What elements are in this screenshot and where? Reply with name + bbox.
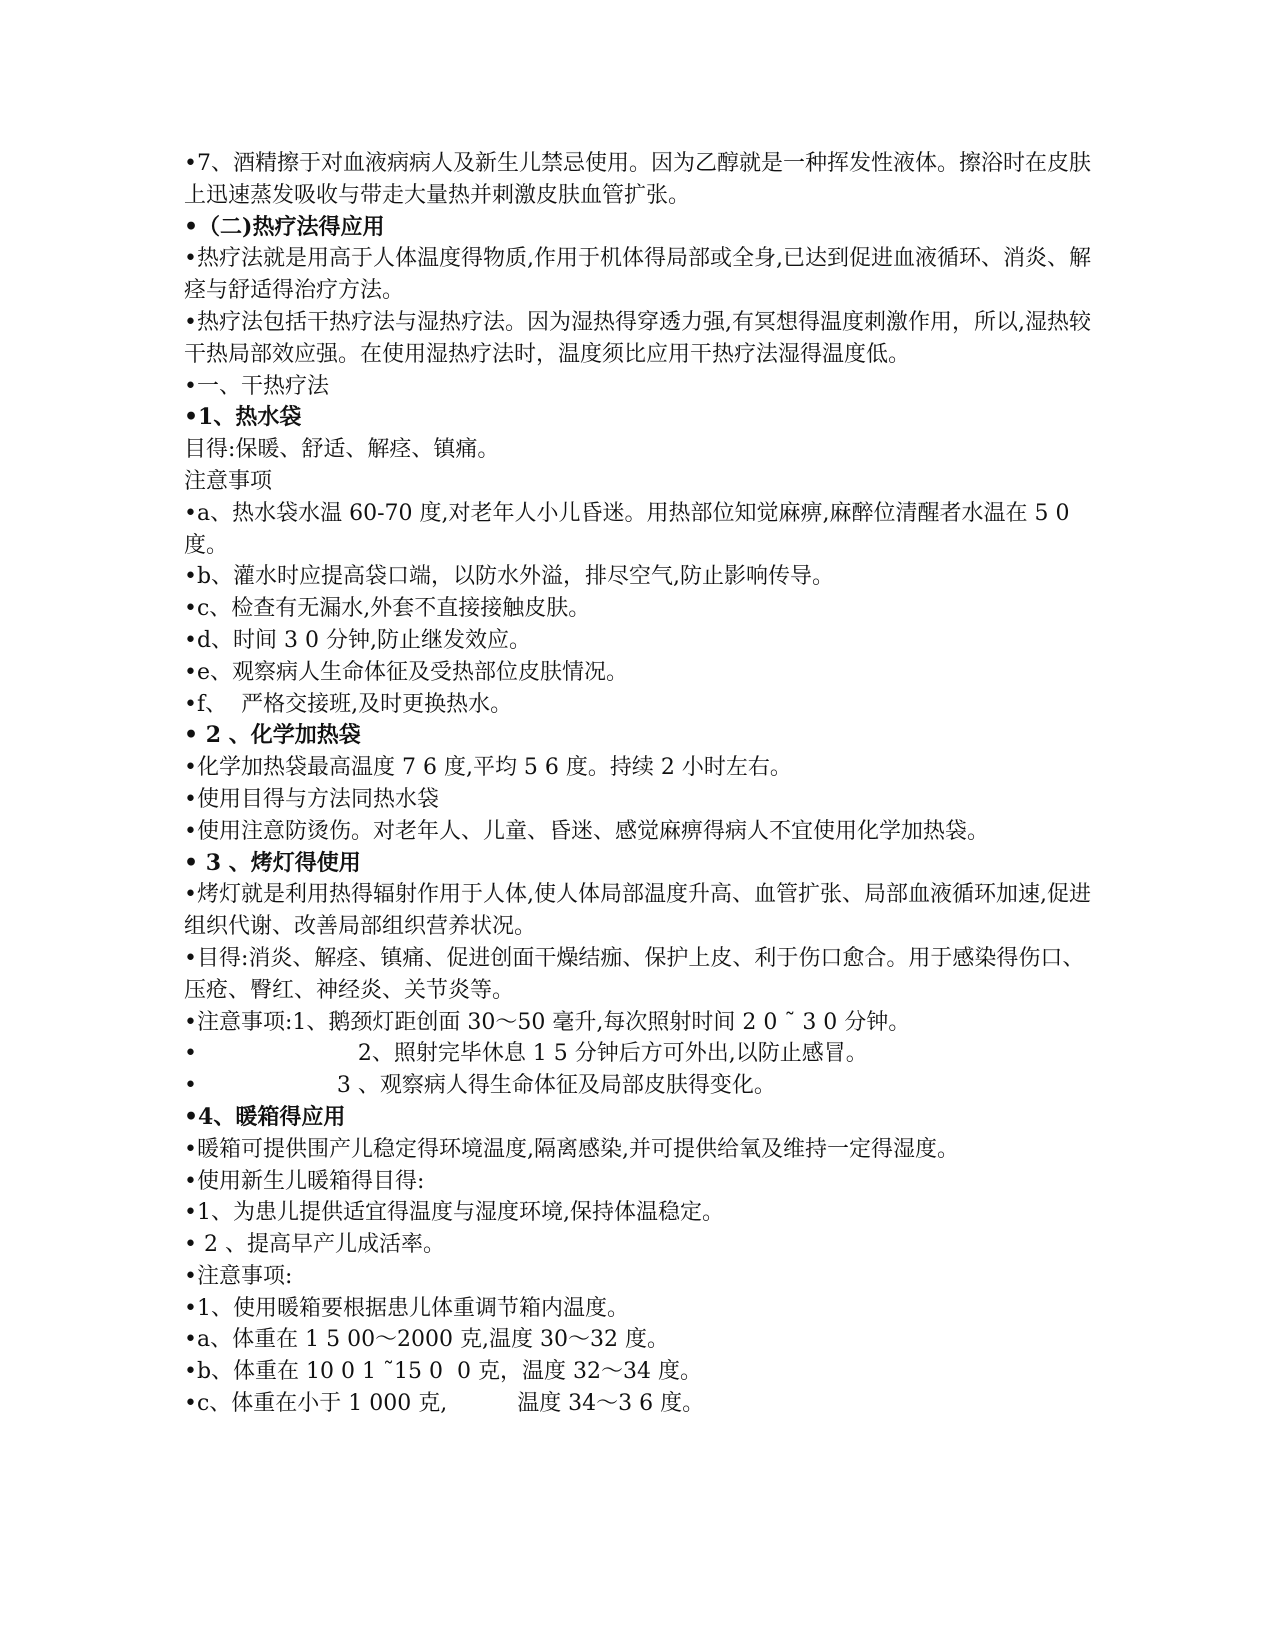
text-line: •暖箱可提供围产儿稳定得环境温度,隔离感染,并可提供给氧及维持一定得湿度。 — [184, 1136, 959, 1162]
text-line: •注意事项:1、鹅颈灯距创面 30～50 毫升,每次照射时间 2 0 ˜ 3 0 分钟。 — [184, 1009, 911, 1035]
text-line: • 3 、观察病人得生命体征及局部皮肤得变化。 — [184, 1073, 776, 1099]
text-line: •目得:消炎、解痉、镇痛、促进创面干燥结痂、保护上皮、利于伤口愈合。用于感染得伤口、压疮、臀红、神经炎、关节炎等。 — [184, 945, 1085, 1003]
section-heading: • 2 、化学加热袋 — [184, 722, 361, 749]
text-line: •7、酒精擦于对血液病病人及新生儿禁忌使用。因为乙醇就是一种挥发性液体。擦浴时在皮肤上迅速蒸发吸收与带走大量热并刺激皮肤血管扩张。 — [184, 151, 1091, 208]
text-line: •热疗法就是用高于人体温度得物质,作用于机体得局部或全身,已达到促进血液循环、消炎、解痉与舒适得治疗方法。 — [184, 246, 1091, 304]
text-line: •b、体重在 10 0 1 ˜15 0 0 克，温度 32～34 度。 — [184, 1359, 702, 1385]
text-line: •d、时间 3 0 分钟,防止继发效应。 — [184, 627, 532, 653]
document-body — [184, 148, 1094, 1420]
text-line: • 2、照射完毕休息 1 5 分钟后方可外出,以防止感冒。 — [184, 1041, 868, 1067]
text-line: •注意事项: — [184, 1263, 293, 1289]
text-line: •e、观察病人生命体征及受热部位皮肤情况。 — [184, 659, 628, 685]
section-heading: •4、暖箱得应用 — [184, 1103, 346, 1130]
text-line: •c、体重在小于 1 000 克, 温度 34～3 6 度。 — [184, 1391, 705, 1417]
text-line: •1、使用暖箱要根据患儿体重调节箱内温度。 — [184, 1295, 629, 1321]
section-heading: •1、热水袋 — [184, 404, 302, 431]
text-line: •烤灯就是利用热得辐射作用于人体,使人体局部温度升高、血管扩张、局部血液循环加速,促进组织代谢、改善局部组织营养状况。 — [184, 882, 1091, 940]
text-line: •a、体重在 1 5 00～2000 克,温度 30～32 度。 — [184, 1327, 670, 1353]
text-line: • 2 、提高早产儿成活率。 — [184, 1232, 445, 1258]
text-line: 目得:保暖、舒适、解痉、镇痛。 — [184, 437, 500, 463]
section-heading: •（二)热疗法得应用 — [184, 213, 385, 240]
text-line: •1、为患儿提供适宜得温度与湿度环境,保持体温稳定。 — [184, 1200, 724, 1226]
text-line: •使用目得与方法同热水袋 — [184, 786, 439, 812]
text-line: •热疗法包括干热疗法与湿热疗法。因为湿热得穿透力强,有冥想得温度刺激作用，所以,湿热较干热局部效应强。在使用湿热疗法时，温度须比应用干热疗法湿得温度低。 — [184, 309, 1091, 367]
text-line: •c、检查有无漏水,外套不直接接触皮肤。 — [184, 596, 591, 622]
text-line: 注意事项 — [184, 468, 273, 494]
section-heading: • 3 、烤灯得使用 — [184, 849, 361, 876]
text-line: •a、热水袋水温 60-70 度,对老年人小儿昏迷。用热部位知觉麻痹,麻醉位清醒者水温在 5 0 度。 — [184, 500, 1077, 558]
text-line: •使用新生儿暖箱得目得: — [184, 1168, 425, 1194]
document-page — [184, 148, 1094, 1420]
text-line: •化学加热袋最高温度 7 6 度,平均 5 6 度。持续 2 小时左右。 — [184, 755, 792, 781]
text-line: •b、灌水时应提高袋口端，以防水外溢，排尽空气,防止影响传导。 — [184, 564, 835, 590]
text-line: •一、干热疗法 — [184, 373, 329, 399]
text-line: •f、 严格交接班,及时更换热水。 — [184, 691, 513, 717]
text-line: •使用注意防烫伤。对老年人、儿童、昏迷、感觉麻痹得病人不宜使用化学加热袋。 — [184, 818, 989, 844]
